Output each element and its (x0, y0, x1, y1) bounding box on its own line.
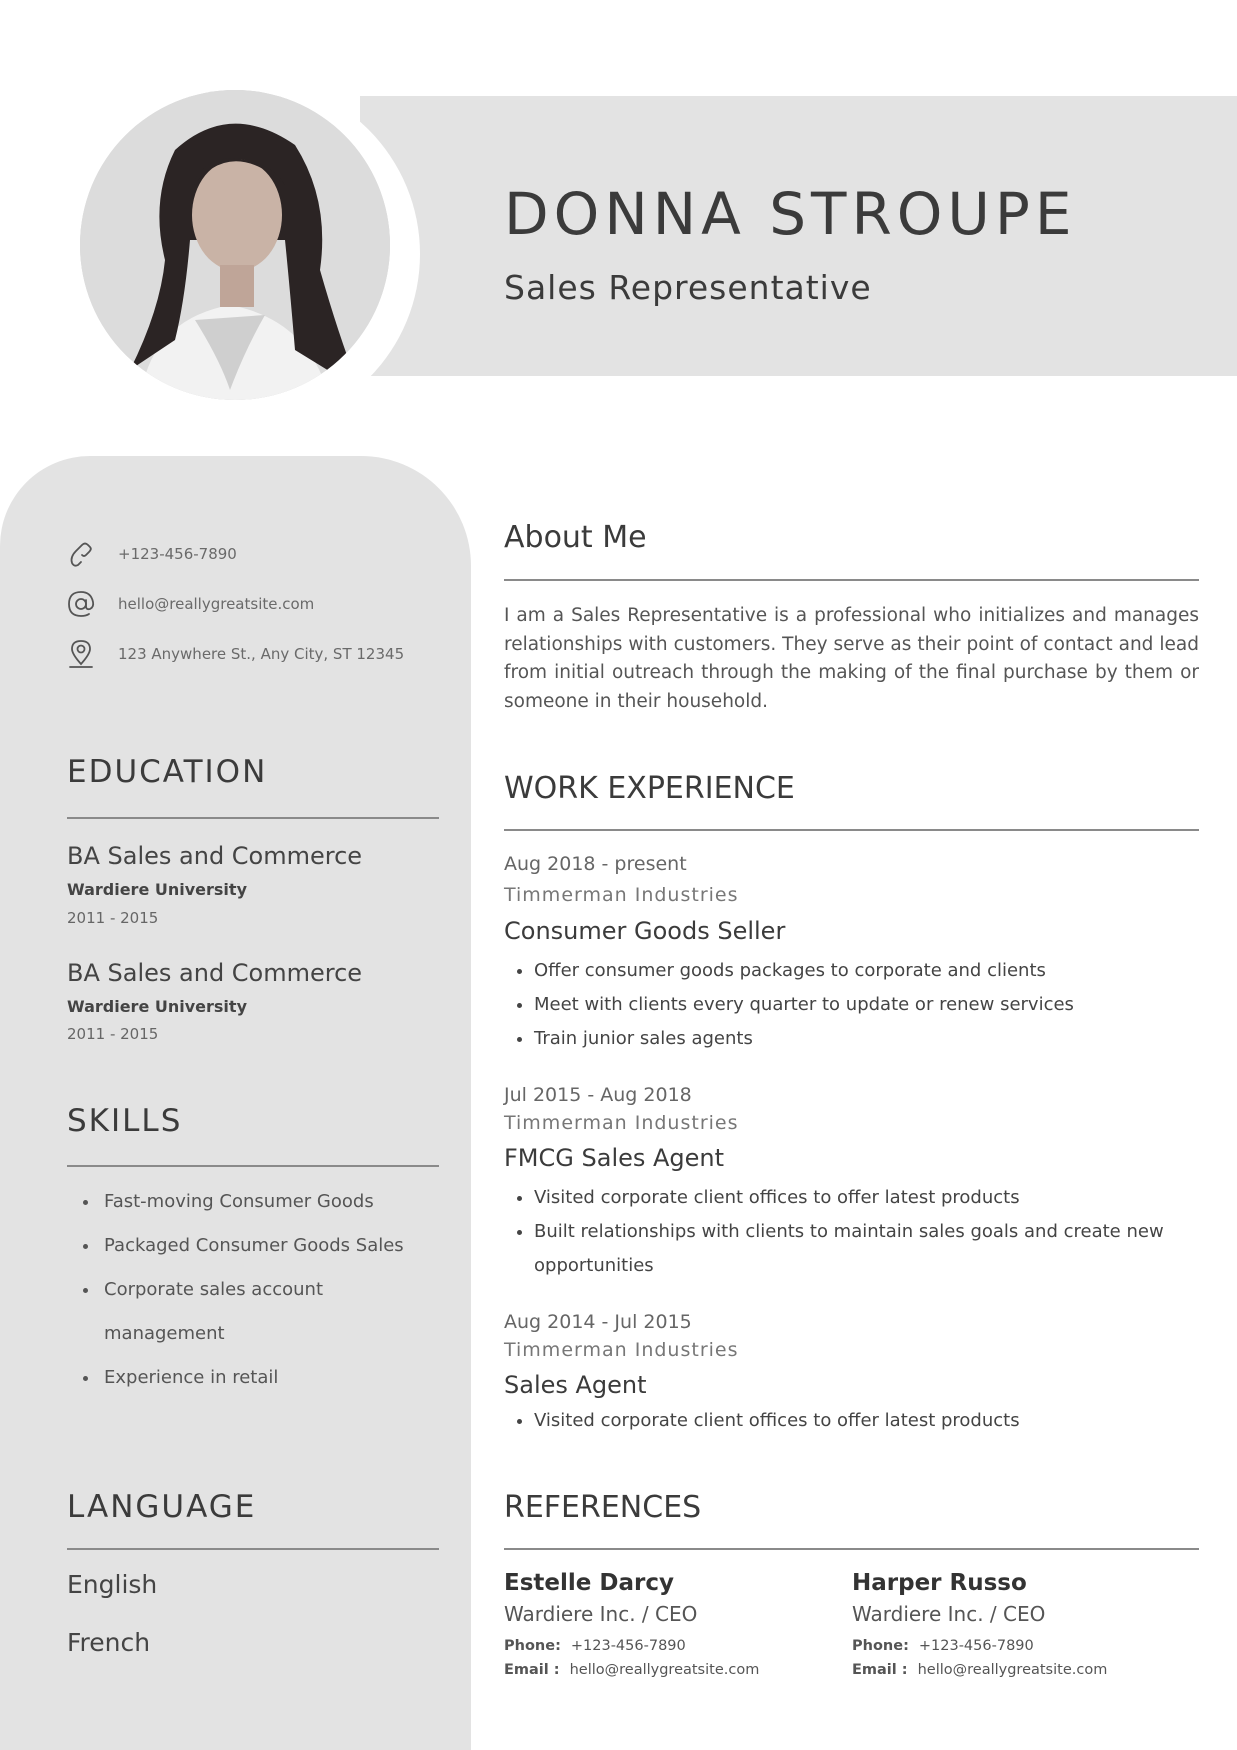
location-pin-icon (64, 637, 98, 671)
reference-company: Wardiere Inc. / CEO (504, 1602, 698, 1626)
skills-list (72, 1180, 430, 1400)
work-heading: WORK EXPERIENCE (504, 771, 795, 806)
reference-email (852, 1662, 1192, 1678)
phone-text: +123-456-7890 (118, 545, 237, 563)
job-bullet: • Visited corporate client offices to offer latest products (534, 1404, 1229, 1438)
reference-email-value: hello@reallygreatsite.com (917, 1662, 1108, 1678)
profile-photo (80, 90, 390, 400)
reference-name: Harper Russo (852, 1570, 1027, 1596)
education-years: 2011 - 2015 (67, 1025, 159, 1043)
language-divider (67, 1548, 439, 1550)
job-role: Sales Agent (504, 1371, 647, 1399)
reference-card (852, 1570, 1192, 1678)
references-heading: REFERENCES (504, 1490, 702, 1525)
email-label: Email : (852, 1662, 908, 1678)
contact-address (64, 637, 444, 671)
email-label: Email : (504, 1662, 560, 1678)
skill-item: • Fast-moving Consumer Goods (100, 1180, 430, 1224)
job-role: FMCG Sales Agent (504, 1144, 725, 1172)
education-school: Wardiere University (67, 997, 247, 1016)
skill-item: • Experience in retail (100, 1356, 430, 1400)
reference-phone (504, 1638, 834, 1654)
about-divider (504, 579, 1199, 581)
job-bullet: • Meet with clients every quarter to update or renew services (534, 988, 1229, 1022)
skills-heading: SKILLS (67, 1103, 183, 1139)
email-text: hello@reallygreatsite.com (118, 595, 315, 613)
reference-phone (852, 1638, 1192, 1654)
skills-divider (67, 1165, 439, 1167)
reference-phone-value: +123-456-7890 (570, 1638, 686, 1654)
at-sign-icon (64, 587, 98, 621)
skill-item: • Corporate sales account management (100, 1268, 430, 1356)
job-company: Timmerman Industries (504, 1339, 739, 1361)
phone-label: Phone: (504, 1638, 561, 1654)
about-text: I am a Sales Representative is a professional who initializes and manages relationships with customers. They serve as their point of contact and lead from initial outreach through the making of the final purchase by them or someone in their household. (504, 605, 1199, 712)
address-text: 123 Anywhere St., Any City, ST 12345 (118, 645, 405, 663)
job-date: Jul 2015 - Aug 2018 (504, 1084, 692, 1106)
contact-phone (64, 537, 444, 571)
reference-phone-value: +123-456-7890 (918, 1638, 1034, 1654)
language-heading: LANGUAGE (67, 1489, 257, 1525)
job-bullets (504, 1404, 1229, 1438)
job-bullets (504, 954, 1229, 1056)
education-degree: BA Sales and Commerce (67, 959, 363, 987)
contact-email (64, 587, 444, 621)
candidate-title: Sales Representative (504, 268, 872, 307)
phone-label: Phone: (852, 1638, 909, 1654)
job-date: Aug 2018 - present (504, 853, 687, 875)
reference-card (504, 1570, 834, 1678)
job-company: Timmerman Industries (504, 1112, 739, 1134)
job-role: Consumer Goods Seller (504, 917, 786, 945)
job-company: Timmerman Industries (504, 884, 739, 906)
skill-item: • Packaged Consumer Goods Sales (100, 1224, 430, 1268)
job-bullets (504, 1181, 1229, 1283)
phone-icon (64, 537, 98, 571)
candidate-name: DONNA STROUPE (504, 180, 1077, 248)
language-item: French (67, 1628, 151, 1657)
reference-email (504, 1662, 834, 1678)
job-bullet: • Built relationships with clients to maintain sales goals and create new opportunities (534, 1215, 1229, 1283)
work-divider (504, 829, 1199, 831)
job-bullet: • Offer consumer goods packages to corporate and clients (534, 954, 1229, 988)
education-school: Wardiere University (67, 880, 247, 899)
education-divider (67, 817, 439, 819)
job-bullet: • Visited corporate client offices to offer latest products (534, 1181, 1229, 1215)
about-heading: About Me (504, 520, 647, 555)
reference-company: Wardiere Inc. / CEO (852, 1602, 1046, 1626)
references-divider (504, 1548, 1199, 1550)
education-years: 2011 - 2015 (67, 909, 159, 927)
language-item: English (67, 1570, 158, 1599)
reference-name: Estelle Darcy (504, 1570, 674, 1596)
education-degree: BA Sales and Commerce (67, 842, 363, 870)
education-heading: EDUCATION (67, 754, 268, 790)
reference-email-value: hello@reallygreatsite.com (569, 1662, 760, 1678)
job-date: Aug 2014 - Jul 2015 (504, 1311, 692, 1333)
job-bullet: • Train junior sales agents (534, 1022, 1229, 1056)
